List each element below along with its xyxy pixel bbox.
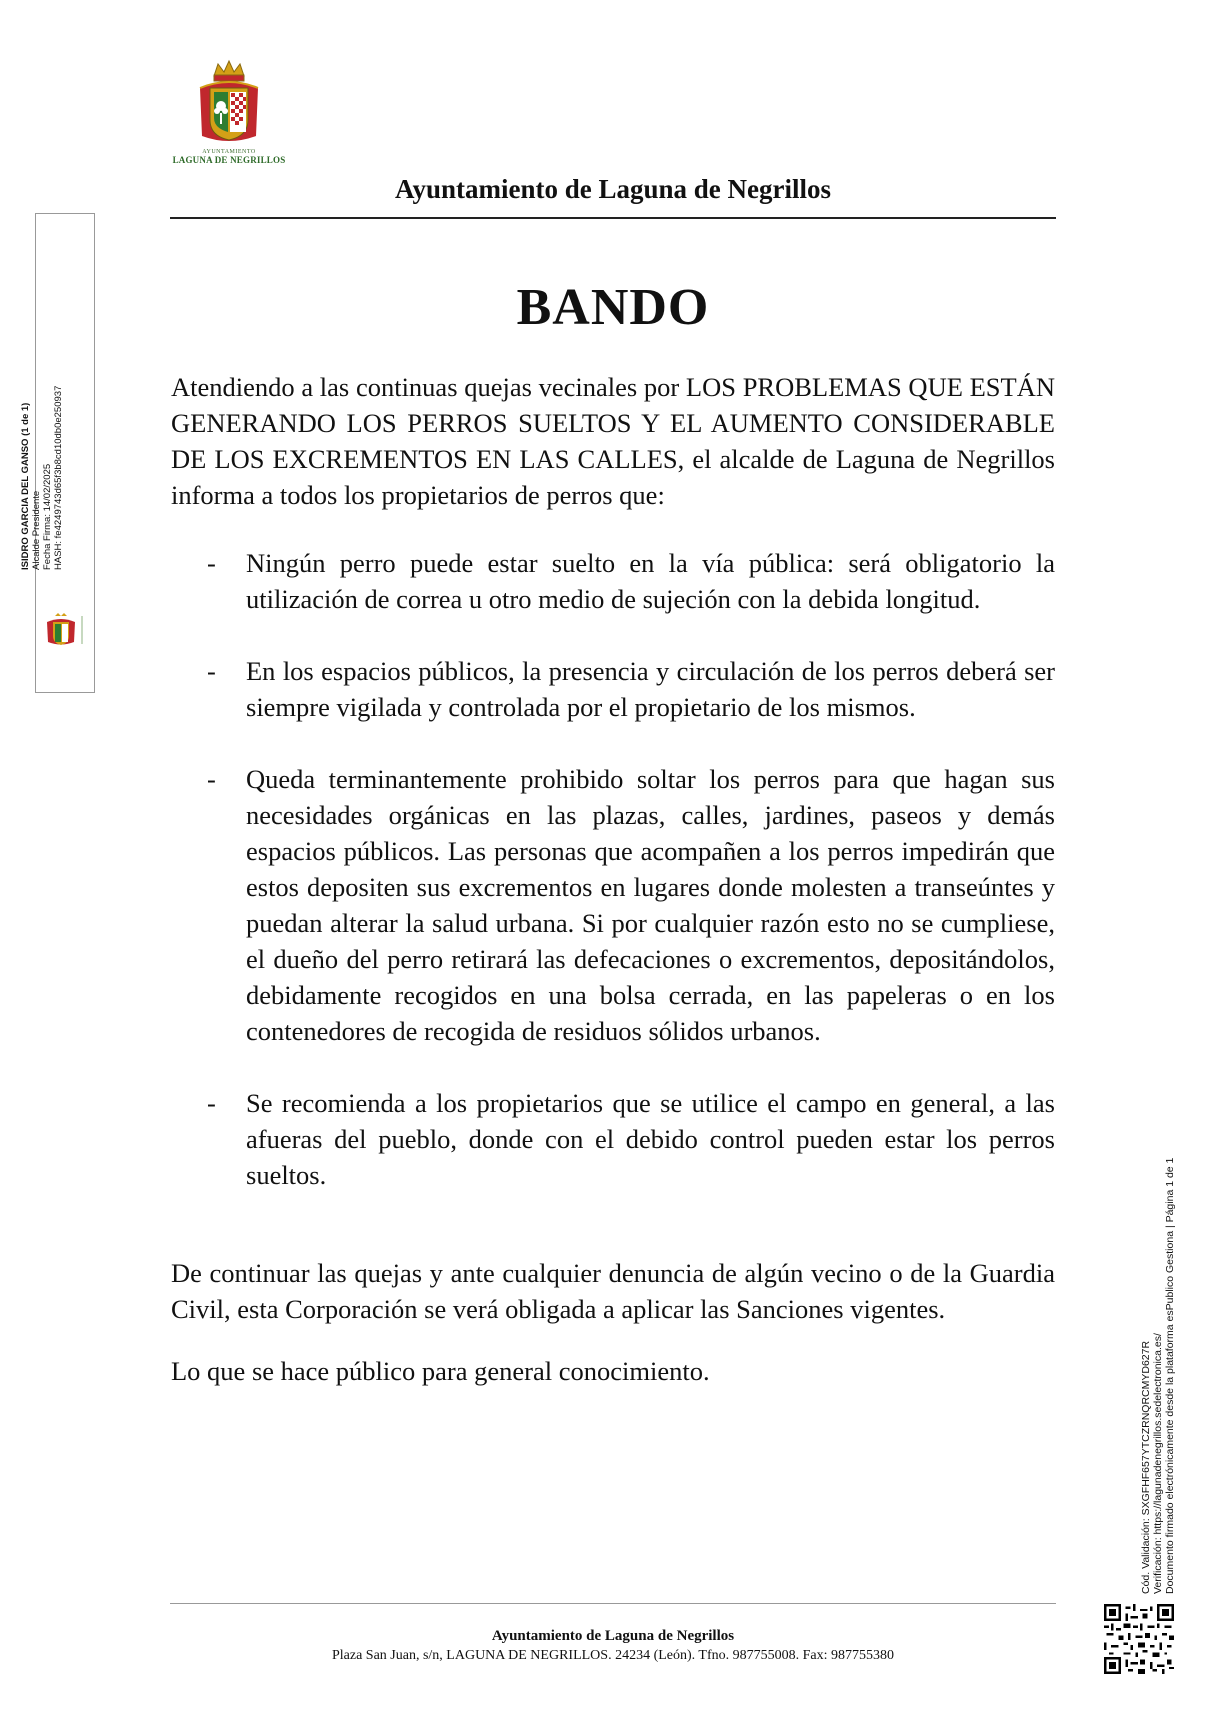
bullet-dash: -: [207, 656, 216, 686]
logo-line-2: LAGUNA DE NEGRILLOS: [172, 155, 286, 165]
rules-list: [171, 545, 1055, 1193]
bullet-dash: -: [207, 1088, 216, 1118]
document-body: [171, 369, 1055, 1389]
seal-icon: [41, 612, 91, 648]
signature-date: Fecha Firma: 14/02/2025: [42, 463, 53, 570]
signature-block: [20, 386, 64, 570]
qr-code-icon[interactable]: [1104, 1604, 1174, 1674]
signer-role: Alcalde Presidente: [31, 490, 42, 570]
verification-block: [1140, 1158, 1176, 1594]
header-divider: [170, 217, 1056, 219]
intro-paragraph: Atendiendo a las continuas quejas vecinales por LOS PROBLEMAS QUE ESTÁN GENERANDO LOS PERROS SUELTOS Y EL AUMENTO CONSIDERABLE DE LOS EXCREMENTOS EN LAS CALLES, el alcalde de Laguna de Negrillos informa a todos los propietarios de perros que:: [171, 372, 1055, 510]
rule-text: Queda terminantemente prohibido soltar los perros para que hagan sus necesidades orgánicas en las plazas, calles, jardines, paseos y demás espacios públicos. Las personas que acompañen a los perros impedirán que estos depositen sus excrementos en lugares donde molesten a transeúntes y puedan alterar la salud urbana. Si por cualquier razón esto no se cumpliese, el dueño del perro retirará las defecaciones o excrementos, depositándolos, debidamente recogidos en una bolsa cerrada, en las papeleras o en los contenedores de recogida de residuos sólidos urbanos.: [246, 764, 1055, 1046]
platform-note: Documento firmado electrónicamente desde la plataforma esPublico Gestiona | Página 1 de 1: [1164, 1157, 1176, 1594]
footer-address: Plaza San Juan, s/n, LAGUNA DE NEGRILLOS. 24234 (León). Tfno. 987755008. Fax: 987755380: [331, 1648, 895, 1663]
municipal-logo: [170, 58, 288, 170]
list-item: [171, 545, 1055, 617]
signer-name: ISIDRO GARCIA DEL GANSO (1 de 1): [20, 402, 31, 570]
coat-of-arms-icon: [194, 58, 264, 148]
document-title: BANDO: [516, 279, 710, 336]
closing-paragraph-2: Lo que se hace público para general conocimiento.: [171, 1356, 710, 1386]
rule-text: Se recomienda a los propietarios que se utilice el campo en general, a las afueras del pueblo, donde con el debido control pueden estar los perros sueltos.: [246, 1088, 1055, 1190]
bullet-dash: -: [207, 764, 216, 794]
footer: [170, 1626, 1056, 1666]
header-title: Ayuntamiento de Laguna de Negrillos: [394, 174, 832, 204]
rule-text: Ningún perro puede estar suelto en la vía pública: será obligatorio la utilización de correa u otro medio de sujeción con la debida longitud.: [246, 548, 1055, 614]
footer-divider: [170, 1603, 1056, 1604]
list-item: [171, 1085, 1055, 1193]
validation-code: Cód. Validación: SXGFHF657YTCZRNQRCMYD627R: [1140, 1340, 1152, 1594]
rule-text: En los espacios públicos, la presencia y circulación de los perros deberá ser siempre vigilada y controlada por el propietario de los mismos.: [246, 656, 1055, 722]
bullet-dash: -: [207, 548, 216, 578]
logo-line-1: AYUNTAMIENTO: [202, 149, 256, 155]
closing-paragraph-1: De continuar las quejas y ante cualquier denuncia de algún vecino o de la Guardia Civil, esta Corporación se verá obligada a aplicar las Sanciones vigentes.: [171, 1258, 1055, 1324]
footer-name: Ayuntamiento de Laguna de Negrillos: [491, 1628, 735, 1644]
signature-hash: HASH: fe4249743d65f3b8cd10db0e250937: [53, 385, 64, 570]
list-item: [171, 653, 1055, 725]
verification-url[interactable]: Verificación: https://lagunadenegrillos.sedelectronica.es/: [1152, 1333, 1164, 1594]
list-item: [171, 761, 1055, 1049]
